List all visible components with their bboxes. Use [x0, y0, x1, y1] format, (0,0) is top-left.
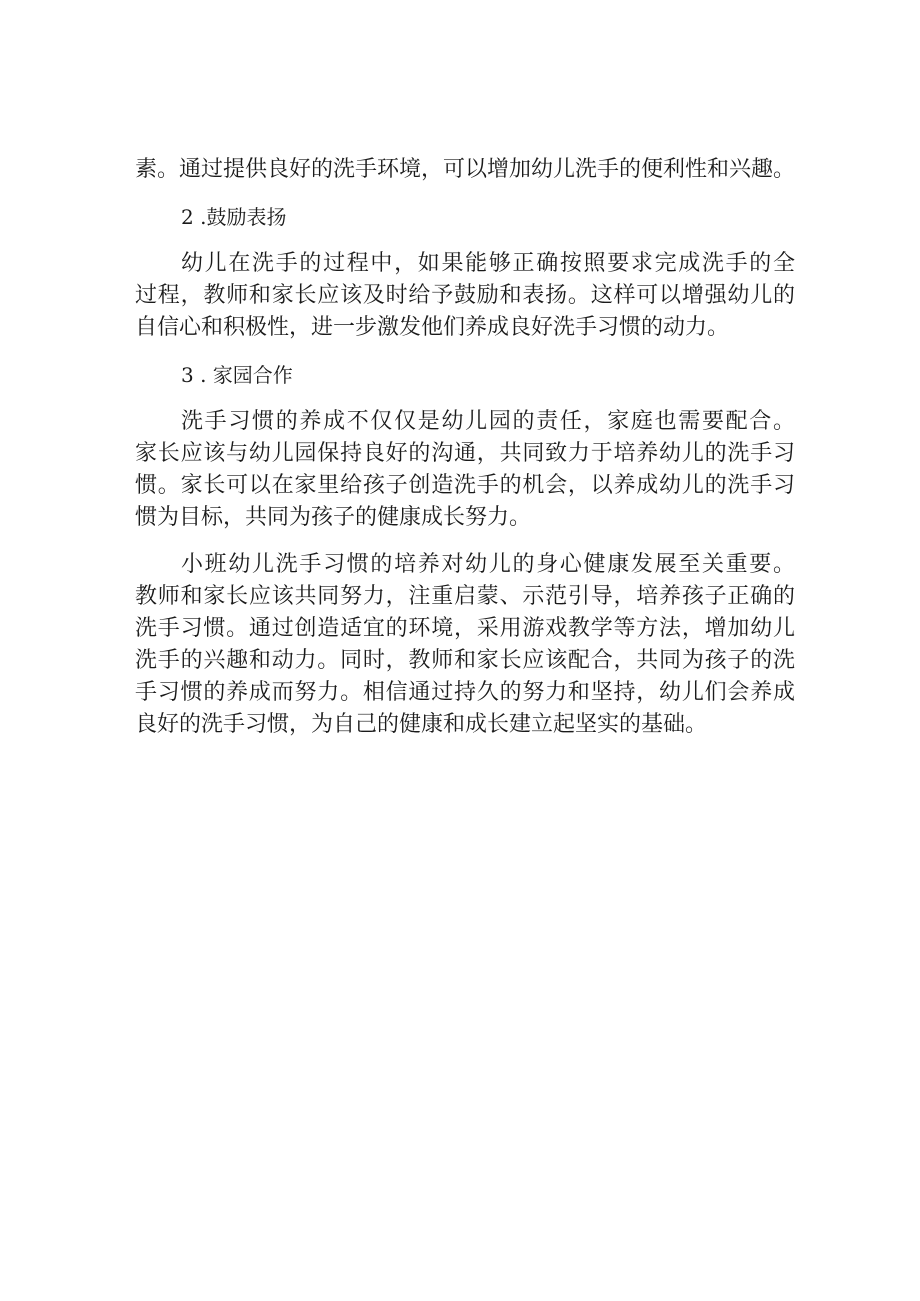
text-line: 教师和家长应该共同努力，注重启蒙、示范引导，培养孩子正确的: [135, 584, 795, 609]
document-body: [135, 154, 795, 756]
text-line: 自信心和积极性，进一步激发他们养成良好洗手习惯的动力。: [135, 315, 730, 340]
paragraph-encouragement: [135, 248, 795, 344]
text-line: 幼儿在洗手的过程中，如果能够正确按照要求完成洗手的全: [181, 251, 795, 276]
text-line: 洗手习惯的养成不仅仅是幼儿园的责任，家庭也需要配合。: [181, 409, 795, 434]
text-line: 家长应该与幼儿园保持良好的沟通，共同致力于培养幼儿的洗手习: [135, 441, 795, 466]
text-line: 洗手的兴趣和动力。同时，教师和家长应该配合，共同为孩子的洗: [135, 648, 795, 673]
text-line: 惯。家长可以在家里给孩子创造洗手的机会，以养成幼儿的洗手习: [135, 473, 795, 498]
text-line: 素。通过提供良好的洗手环境，可以增加幼儿洗手的便利性和兴趣。: [135, 157, 795, 182]
text-line: 手习惯的养成而努力。相信通过持久的努力和坚持，幼儿们会养成: [135, 680, 795, 705]
paragraph-continuation: [135, 154, 795, 186]
paragraph-conclusion: [135, 549, 795, 741]
text-line: 良好的洗手习惯，为自己的健康和成长建立起坚实的基础。: [135, 712, 708, 737]
text-line: 惯为目标，共同为孩子的健康成长努力。: [135, 505, 532, 530]
text-line: 小班幼儿洗手习惯的培养对幼儿的身心健康发展至关重要。: [181, 552, 795, 577]
text-line: 过程，教师和家长应该及时给予鼓励和表扬。这样可以增强幼儿的: [135, 283, 795, 308]
section-heading-encouragement: 2 .鼓励表扬: [181, 205, 287, 229]
text-line: 洗手习惯。通过创造适宜的环境，采用游戏教学等方法，增加幼儿: [135, 616, 795, 641]
section-heading-home-school: 3 . 家园合作: [181, 363, 293, 387]
paragraph-home-school: [135, 406, 795, 534]
